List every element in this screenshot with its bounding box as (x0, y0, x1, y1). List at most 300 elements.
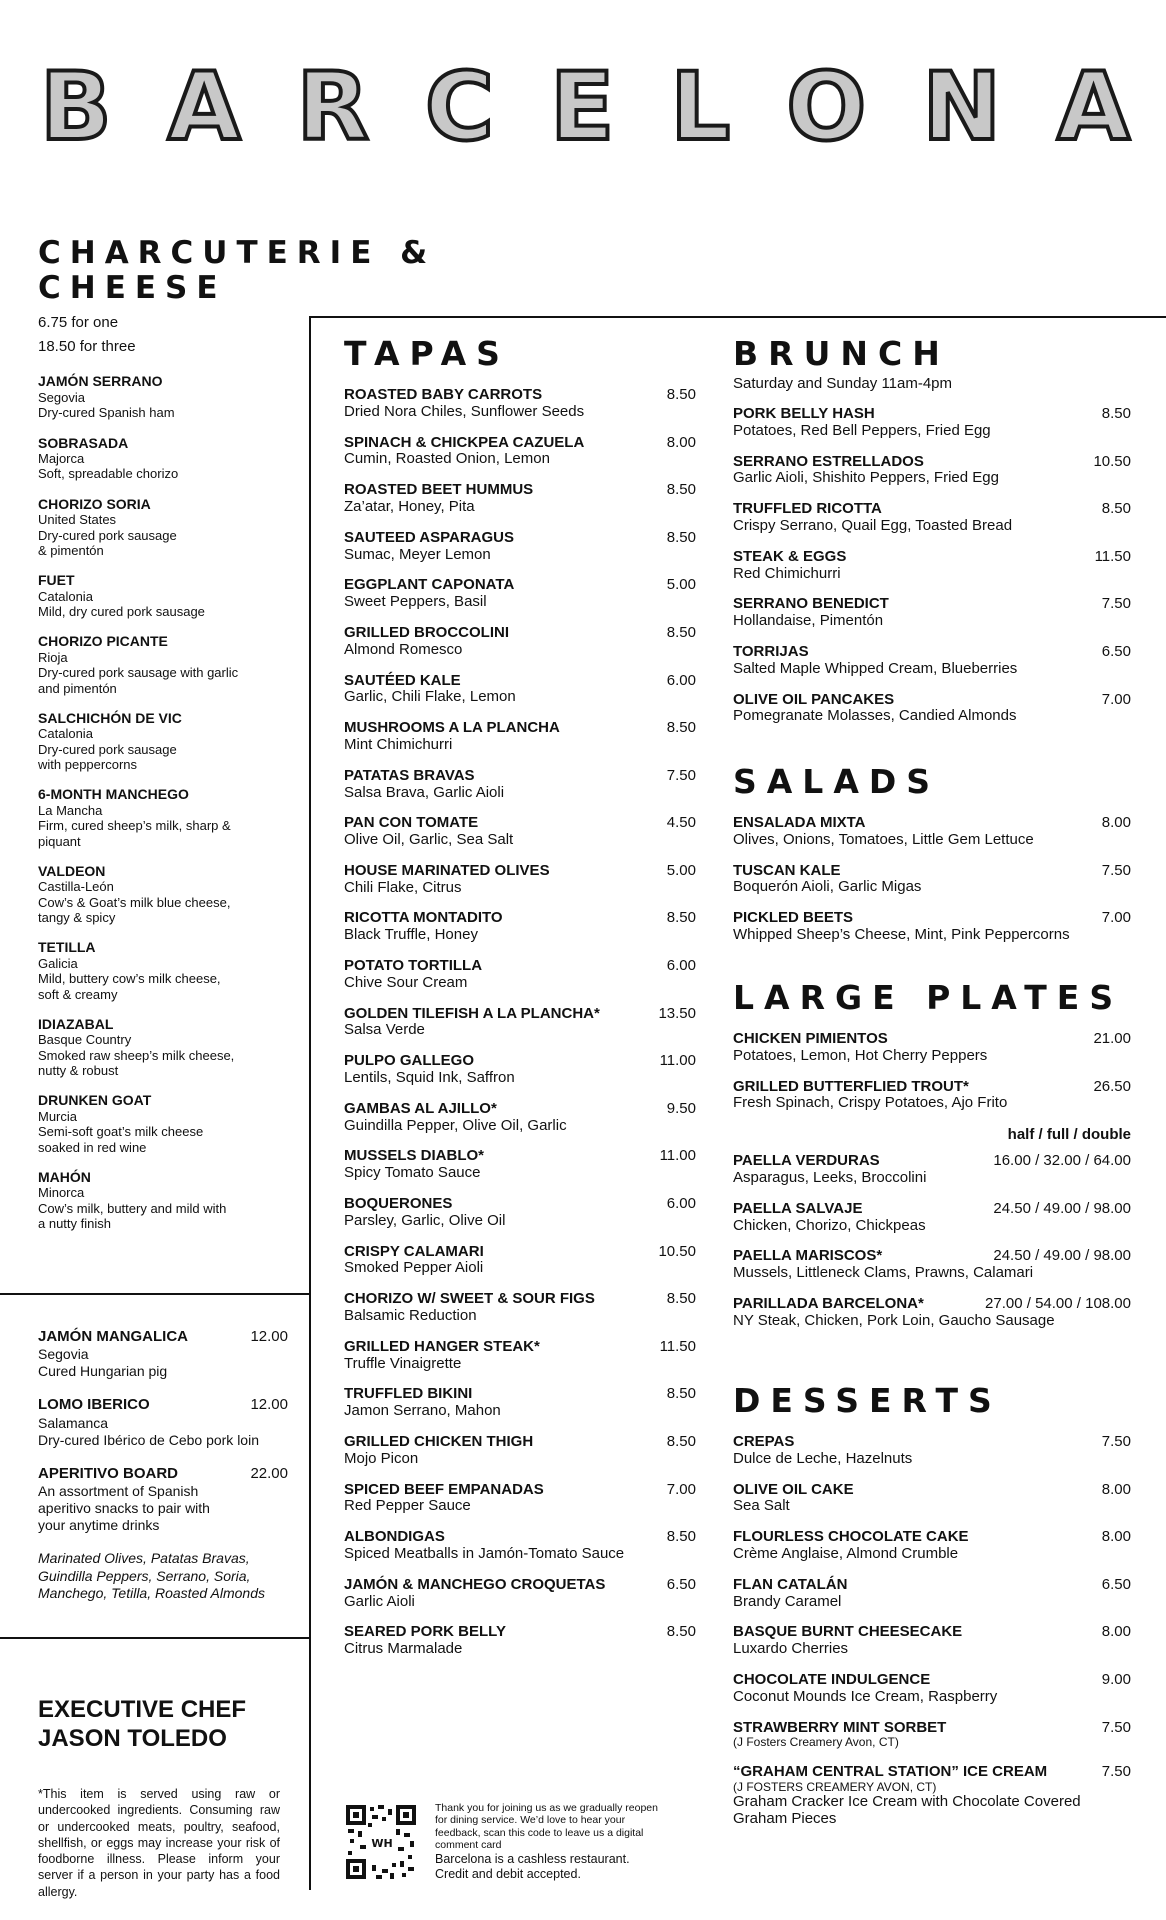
special-item (38, 1396, 288, 1448)
charcuterie-item (38, 435, 300, 482)
item-description: Cow’s & Goat’s milk blue cheese, (38, 894, 231, 910)
item-row (344, 1244, 696, 1261)
charcuterie-item (38, 373, 300, 420)
large-plates-title: LARGE PLATES (733, 978, 1124, 1017)
item-row (344, 910, 696, 927)
item-description: Segovia (38, 1346, 89, 1363)
item-description: Fresh Spinach, Crispy Potatoes, Ajo Frito (733, 1094, 1008, 1112)
item-description: Mint Chimichurri (344, 735, 453, 753)
item-description: Sweet Peppers, Basil (344, 593, 487, 611)
item-name: SALCHICHÓN DE VIC (38, 709, 182, 726)
item-name: DRUNKEN GOAT (38, 1092, 152, 1109)
item-name: POTATO TORTILLA (344, 957, 483, 975)
item-name: SAUTÉED KALE (344, 671, 461, 689)
item-description: Olive Oil, Garlic, Sea Salt (344, 831, 514, 849)
item-name: STRAWBERRY MINT SORBET (733, 1718, 947, 1736)
item-description: a nutty finish (38, 1216, 111, 1232)
item-name: BOQUERONES (344, 1195, 453, 1213)
item-row (38, 1328, 288, 1346)
item-price: 8.00 (666, 433, 696, 451)
item-description: your anytime drinks (38, 1517, 160, 1534)
item-description: Salamanca (38, 1414, 109, 1431)
item-row (733, 596, 1131, 613)
item-price: 26.50 (1093, 1077, 1131, 1095)
divider-top (310, 316, 1166, 318)
item-row (344, 625, 696, 642)
item-name: MUSHROOMS A LA PLANCHA (344, 719, 560, 737)
item-price: 24.50 / 49.00 / 98.00 (993, 1247, 1131, 1265)
logo-letter: B (40, 53, 112, 162)
item-origin: Majorca (38, 451, 85, 467)
chef-name: JASON TOLEDO (38, 1725, 227, 1753)
barcelona-logo (40, 53, 1130, 162)
menu-item (733, 1577, 1131, 1611)
item-row (344, 958, 696, 975)
item-name: PULPO GALLEGO (344, 1052, 475, 1070)
item-row (344, 530, 696, 547)
item-name: CHORIZO PICANTE (38, 633, 168, 650)
menu-item (344, 625, 696, 659)
item-name: CHORIZO SORIA (38, 495, 151, 512)
item-row (344, 720, 696, 737)
brunch-list (733, 406, 1131, 725)
item-name: OLIVE OIL PANCAKES (733, 690, 895, 708)
menu-item (344, 1101, 696, 1135)
item-row (733, 1296, 1131, 1313)
note-line: Marinated Olives, Patatas Bravas, (38, 1550, 250, 1567)
item-row (344, 1196, 696, 1213)
item-description: Guindilla Pepper, Olive Oil, Garlic (344, 1116, 567, 1134)
desserts-section (733, 1383, 1131, 1828)
item-description: Za’atar, Honey, Pita (344, 497, 475, 515)
desserts-list (733, 1434, 1131, 1828)
item-row (733, 1624, 1131, 1641)
item-row (344, 482, 696, 499)
menu-item (733, 815, 1131, 849)
item-name: TORRIJAS (733, 642, 809, 660)
item-description: piquant (38, 833, 81, 849)
item-name: FLAN CATALÁN (733, 1575, 848, 1593)
item-price: 13.50 (658, 1004, 696, 1022)
item-description: Dry-cured Spanish ham (38, 405, 175, 421)
item-description: Soft, spreadable chorizo (38, 466, 179, 482)
logo-letter: R (296, 53, 369, 162)
menu-item (733, 1720, 1131, 1750)
item-name: GOLDEN TILEFISH A LA PLANCHA* (344, 1004, 600, 1022)
item-price: 8.50 (666, 623, 696, 641)
item-name: PAELLA SALVAJE (733, 1199, 863, 1217)
item-row (344, 1006, 696, 1023)
qr-label: WH (371, 1837, 393, 1850)
item-description: Garlic Aioli, Shishito Peppers, Fried Egg (733, 469, 999, 487)
special-item (38, 1465, 288, 1535)
item-row (733, 406, 1131, 423)
item-name: “GRAHAM CENTRAL STATION” ICE CREAM (733, 1762, 1048, 1780)
item-description: soaked in red wine (38, 1139, 147, 1155)
item-price: 8.50 (666, 1290, 696, 1308)
charcuterie-item (38, 633, 300, 696)
item-name: ENSALADA MIXTA (733, 813, 866, 831)
item-row (733, 1153, 1131, 1170)
item-name: PAELLA MARISCOS* (733, 1247, 883, 1265)
item-description: Dry-cured pork sausage (38, 527, 177, 543)
item-name: OLIVE OIL CAKE (733, 1480, 854, 1498)
item-description: Mojo Picon (344, 1449, 419, 1467)
item-description: tangy & spicy (38, 910, 116, 926)
paella-list (733, 1153, 1131, 1329)
item-price: 8.50 (666, 909, 696, 927)
item-description: Balsamic Reduction (344, 1307, 477, 1325)
item-name: APERITIVO BOARD (38, 1464, 179, 1482)
item-price: 11.00 (659, 1052, 696, 1070)
item-row (344, 1053, 696, 1070)
item-origin: Rioja (38, 649, 68, 665)
item-origin: Minorca (38, 1185, 85, 1201)
item-name: SEARED PORK BELLY (344, 1623, 506, 1641)
item-name: TRUFFLED BIKINI (344, 1385, 473, 1403)
menu-item (344, 1053, 696, 1087)
menu-item (733, 1482, 1131, 1516)
item-price: 9.00 (1101, 1670, 1131, 1688)
tapas-list (344, 387, 696, 1658)
item-row (733, 1672, 1131, 1689)
item-description: Luxardo Cherries (733, 1640, 849, 1658)
note-line: Manchego, Tetilla, Roasted Almonds (38, 1584, 265, 1601)
item-description: Mussels, Littleneck Clams, Prawns, Calamari (733, 1264, 1034, 1282)
item-price: 6.50 (1101, 642, 1131, 660)
item-name: PAELLA VERDURAS (733, 1152, 880, 1170)
brunch-section (733, 336, 1131, 725)
item-price: 8.50 (666, 385, 696, 403)
item-description: nutty & robust (38, 1063, 119, 1079)
item-row (733, 1079, 1131, 1096)
item-row (733, 1031, 1131, 1048)
menu-item (344, 1148, 696, 1182)
cashless-notice: Barcelona is a cashless restaurant. (435, 1851, 630, 1866)
item-description: and pimentón (38, 680, 117, 696)
item-price: 6.50 (1101, 1575, 1131, 1593)
item-price: 11.50 (659, 1337, 696, 1355)
item-price: 8.50 (666, 481, 696, 499)
logo-letter: N (922, 53, 1002, 162)
item-price: 8.50 (666, 1385, 696, 1403)
menu-item (344, 387, 696, 421)
item-price: 24.50 / 49.00 / 98.00 (993, 1199, 1131, 1217)
menu-item (344, 1434, 696, 1468)
menu-item (733, 1201, 1131, 1235)
menu-item (344, 1386, 696, 1420)
charcuterie-item (38, 1169, 300, 1232)
item-description: Citrus Marmalade (344, 1640, 463, 1658)
item-origin: Galicia (38, 955, 78, 971)
item-description: Mild, dry cured pork sausage (38, 604, 205, 620)
menu-item (344, 1291, 696, 1325)
menu-item (344, 1577, 696, 1611)
charcuterie-item (38, 786, 300, 849)
item-row (344, 387, 696, 404)
item-description: Potatoes, Red Bell Peppers, Fried Egg (733, 421, 991, 439)
logo-letter: L (670, 53, 731, 162)
item-row (733, 1248, 1131, 1265)
item-price: 6.00 (666, 671, 696, 689)
item-name: PATATAS BRAVAS (344, 766, 475, 784)
item-price: 7.50 (666, 766, 696, 784)
item-name: SOBRASADA (38, 434, 129, 451)
item-price: 21.00 (1093, 1029, 1131, 1047)
item-price: 22.00 (250, 1464, 288, 1482)
item-name: PAN CON TOMATE (344, 814, 479, 832)
menu-item (344, 1006, 696, 1040)
item-description: Jamon Serrano, Mahon (344, 1402, 501, 1420)
item-description: Salsa Brava, Garlic Aioli (344, 783, 505, 801)
logo-letter: E (550, 53, 615, 162)
item-price: 8.50 (666, 1528, 696, 1546)
item-row (344, 1482, 696, 1499)
item-description: Dry-cured pork sausage with garlic (38, 665, 239, 681)
menu-item (344, 1339, 696, 1373)
menu-item (344, 815, 696, 849)
item-description: Boquerón Aioli, Garlic Migas (733, 878, 922, 896)
item-origin: Catalonia (38, 726, 93, 742)
charcuterie-title-line1: CHARCUTERIE & (38, 235, 437, 271)
charcuterie-list (38, 373, 300, 1231)
item-description: aperitivo snacks to pair with (38, 1500, 210, 1517)
menu-item (733, 644, 1131, 678)
item-description: & pimentón (38, 542, 104, 558)
item-subtitle: (J FOSTERS CREAMERY AVON, CT) (733, 1779, 937, 1794)
item-price: 4.50 (666, 814, 696, 832)
item-row (344, 863, 696, 880)
item-description: Parsley, Garlic, Olive Oil (344, 1211, 506, 1229)
item-row (344, 1577, 696, 1594)
item-price: 11.00 (659, 1147, 696, 1165)
item-description: Smoked raw sheep’s milk cheese, (38, 1047, 235, 1063)
charcuterie-item (38, 572, 300, 619)
item-description: Salsa Verde (344, 1021, 425, 1039)
item-name: JAMÓN & MANCHEGO CROQUETAS (344, 1575, 606, 1593)
paella-size-header: half / full / double (1007, 1126, 1131, 1144)
item-row (344, 768, 696, 785)
item-description: Spiced Meatballs in Jamón-Tomato Sauce (344, 1545, 625, 1562)
item-description: Garlic, Chili Flake, Lemon (344, 688, 516, 706)
allergy-notice: *This item is served using raw or undercooked ingredients. Consuming raw or undercooked meats, poultry, seafood, shellfish, or eggs may increase your risk of foodborne illness. Please inform your server if a person in your party has a food allergy. (38, 1787, 280, 1899)
menu-item (344, 863, 696, 897)
item-price: 8.00 (1101, 813, 1131, 831)
item-name: FUET (38, 572, 75, 589)
brunch-title: BRUNCH (733, 334, 950, 373)
item-name: ALBONDIGAS (344, 1528, 445, 1546)
price-for-three: 18.50 for three (38, 338, 136, 356)
menu-item (733, 549, 1131, 583)
divider-vertical (309, 316, 311, 1890)
item-price: 8.50 (1101, 500, 1131, 518)
item-description: Salted Maple Whipped Cream, Blueberries (733, 659, 1018, 677)
item-row (344, 1148, 696, 1165)
item-description: Chive Sour Cream (344, 973, 468, 991)
menu-item (344, 435, 696, 469)
menu-item (733, 1079, 1131, 1113)
item-description: soft & creamy (38, 986, 118, 1002)
item-row (38, 1396, 288, 1414)
menu-item (344, 768, 696, 802)
item-row (733, 692, 1131, 709)
item-description: Crispy Serrano, Quail Egg, Toasted Bread (733, 516, 1013, 534)
item-row (733, 501, 1131, 518)
item-description: Red Chimichurri (733, 564, 841, 582)
item-origin: La Mancha (38, 802, 103, 818)
charcuterie-item (38, 1016, 300, 1079)
item-name: SERRANO BENEDICT (733, 595, 889, 613)
item-price: 7.50 (1101, 595, 1131, 613)
menu-item (344, 1244, 696, 1278)
item-name: PICKLED BEETS (733, 909, 854, 927)
item-name: JAMÓN SERRANO (38, 373, 163, 390)
logo-letter: A (1057, 53, 1130, 162)
item-row (733, 815, 1131, 832)
price-for-one: 6.75 for one (38, 314, 119, 332)
item-description: Graham Cracker Ice Cream with Chocolate Covered Graham Pieces (733, 1792, 1081, 1827)
item-price: 6.00 (666, 1195, 696, 1213)
feedback-qr-code[interactable] (346, 1805, 416, 1879)
item-description: (J Fosters Creamery Avon, CT) (733, 1735, 899, 1750)
item-row (344, 1434, 696, 1451)
item-row (344, 577, 696, 594)
item-origin: Castilla-León (38, 879, 114, 895)
menu-item (733, 1153, 1131, 1187)
item-name: SAUTEED ASPARAGUS (344, 528, 515, 546)
item-row (733, 1720, 1131, 1737)
menu-item (344, 1624, 696, 1658)
menu-item (344, 910, 696, 944)
feedback-message: Thank you for joining us as we gradually reopen for dining service. We’d love to hear your feedback, scan this code to leave us a digital comment card (435, 1802, 658, 1852)
item-price: 8.50 (1101, 404, 1131, 422)
aperitivo-note (38, 1550, 288, 1601)
charcuterie-item (38, 496, 300, 559)
charcuterie-pricing (38, 311, 300, 359)
item-description: Cured Hungarian pig (38, 1363, 168, 1380)
item-name: MUSSELS DIABLO* (344, 1147, 485, 1165)
item-row (344, 1101, 696, 1118)
item-origin: Basque Country (38, 1032, 132, 1048)
item-name: TUSCAN KALE (733, 861, 841, 879)
item-name: GRILLED BROCCOLINI (344, 623, 509, 641)
large-plates-list (733, 1031, 1131, 1112)
item-name: LOMO IBERICO (38, 1396, 150, 1414)
item-description: Dried Nora Chiles, Sunflower Seeds (344, 402, 585, 420)
item-name: RICOTTA MONTADITO (344, 909, 503, 927)
note-line: Guindilla Peppers, Serrano, Soria, (38, 1567, 251, 1584)
item-description: Smoked Pepper Aioli (344, 1259, 484, 1277)
item-description: An assortment of Spanish (38, 1483, 199, 1500)
payment-notice: Credit and debit accepted. (435, 1866, 581, 1881)
item-description: Cumin, Roasted Onion, Lemon (344, 450, 550, 468)
item-description: Red Pepper Sauce (344, 1497, 471, 1515)
item-description: Mild, buttery cow’s milk cheese, (38, 971, 221, 987)
item-row (733, 1529, 1131, 1546)
item-row (733, 454, 1131, 471)
item-name: IDIAZABAL (38, 1015, 114, 1032)
item-name: CREPAS (733, 1432, 795, 1450)
item-name: SERRANO ESTRELLADOS (733, 452, 924, 470)
menu-item (344, 482, 696, 516)
item-description: Olives, Onions, Tomatoes, Little Gem Lettuce (733, 830, 1034, 848)
item-name: EGGPLANT CAPONATA (344, 576, 515, 594)
executive-chef (38, 1695, 298, 1754)
menu-item (344, 1529, 696, 1563)
item-name: PORK BELLY HASH (733, 404, 875, 422)
item-price: 8.50 (666, 719, 696, 737)
desserts-title: DESSERTS (733, 1381, 1002, 1420)
item-name: FLOURLESS CHOCOLATE CAKE (733, 1528, 969, 1546)
item-price: 8.00 (1101, 1528, 1131, 1546)
charcuterie-item (38, 939, 300, 1002)
item-description: Dulce de Leche, Hazelnuts (733, 1449, 913, 1467)
item-row (733, 1764, 1131, 1781)
menu-item (344, 720, 696, 754)
menu-item (733, 1248, 1131, 1282)
item-description: Dry-cured Ibérico de Cebo pork loin (38, 1431, 259, 1448)
menu-item (733, 1672, 1131, 1706)
item-description: Almond Romesco (344, 640, 463, 658)
item-row (733, 1201, 1131, 1218)
item-name: ROASTED BABY CARROTS (344, 385, 543, 403)
specials-section (38, 1328, 288, 1602)
charcuterie-title-line2: CHEESE (38, 269, 227, 306)
item-origin: Murcia (38, 1108, 78, 1124)
item-name: CHORIZO W/ SWEET & SOUR FIGS (344, 1290, 595, 1308)
item-name: 6-MONTH MANCHEGO (38, 786, 189, 803)
item-price: 7.00 (666, 1480, 696, 1498)
charcuterie-item (38, 863, 300, 926)
item-origin: Catalonia (38, 588, 93, 604)
item-row (38, 1465, 288, 1483)
item-description: with peppercorns (38, 757, 137, 773)
item-price: 8.50 (666, 1623, 696, 1641)
salads-title: SALADS (733, 762, 941, 801)
item-description: Hollandaise, Pimentón (733, 612, 884, 630)
menu-item (344, 1196, 696, 1230)
item-name: GRILLED BUTTERFLIED TROUT* (733, 1077, 969, 1095)
salads-section (733, 764, 1131, 944)
item-row (344, 1339, 696, 1356)
item-description: Lentils, Squid Ink, Saffron (344, 1069, 515, 1087)
item-name: CHICKEN PIMIENTOS (733, 1029, 888, 1047)
menu-item (344, 577, 696, 611)
item-description: Brandy Caramel (733, 1592, 842, 1610)
brunch-hours: Saturday and Sunday 11am-4pm (733, 374, 953, 392)
item-name: STEAK & EGGS (733, 547, 847, 565)
item-description: Coconut Mounds Ice Cream, Raspberry (733, 1687, 998, 1705)
menu-item (733, 1529, 1131, 1563)
item-row (344, 1386, 696, 1403)
thank-you-note (435, 1802, 673, 1882)
salads-list (733, 815, 1131, 944)
menu-item (733, 1434, 1131, 1468)
item-row (733, 1577, 1131, 1594)
item-description: Semi-soft goat’s milk cheese (38, 1124, 204, 1140)
item-row (733, 644, 1131, 661)
tapas-section (344, 336, 696, 1658)
item-name: BASQUE BURNT CHEESECAKE (733, 1623, 963, 1641)
item-price: 8.50 (666, 1433, 696, 1451)
item-name: TRUFFLED RICOTTA (733, 500, 882, 518)
item-price: 5.00 (666, 861, 696, 879)
menu-item (733, 692, 1131, 726)
item-name: HOUSE MARINATED OLIVES (344, 861, 550, 879)
item-row (344, 1529, 696, 1546)
item-row (344, 1291, 696, 1308)
item-name: CHOCOLATE INDULGENCE (733, 1670, 931, 1688)
